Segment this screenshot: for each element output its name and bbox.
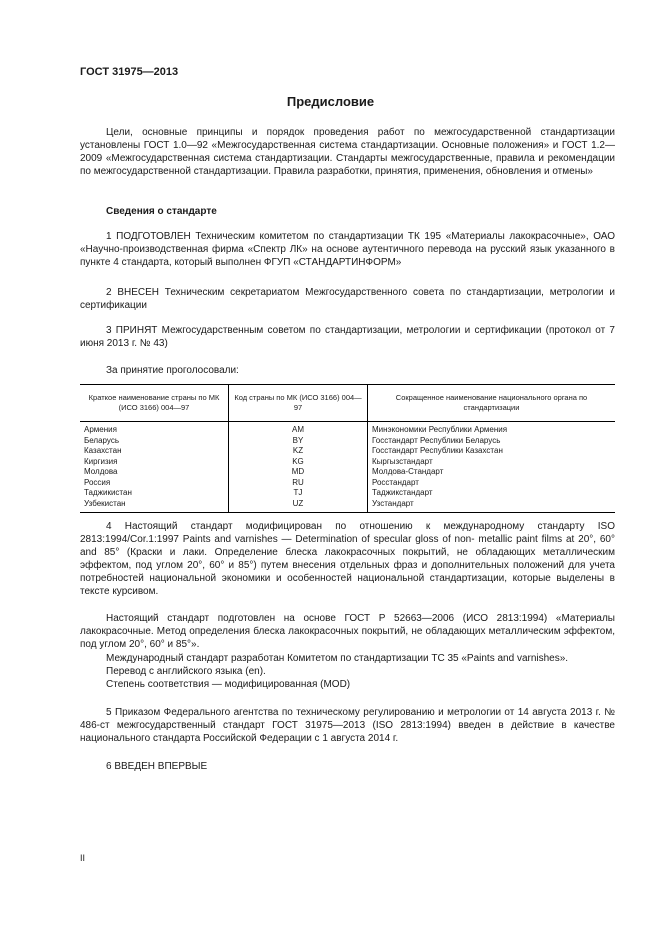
table-header-row: [80, 385, 615, 422]
item-2-paragraph: 2 ВНЕСЕН Техническим секретариатом Межгосударственного совета по стандартизации, метрологии и сертификации: [80, 287, 615, 311]
body-cell: Молдова-Стандарт: [372, 467, 444, 476]
item-4-basis-paragraph: Настоящий стандарт подготовлен на основе ГОСТ Р 52663—2006 (ИСО 2813:1994) «Материалы лакокрасочные. Метод определения блеска лакокрасочных покрытий, не обладающих металлическим эффектом, под углом 20°, 60° и 85°».: [80, 613, 615, 650]
code-cell: MD: [229, 467, 368, 478]
table-row: [80, 488, 615, 499]
table-header-country: Краткое наименование страны по МК (ИСО 3166) 004—97: [80, 385, 229, 422]
body-cell: Таджикстандарт: [372, 488, 433, 497]
item-6-paragraph: 6 ВВЕДЕН ВПЕРВЫЕ: [106, 761, 208, 772]
code-cell: UZ: [229, 499, 368, 513]
item-3-paragraph: 3 ПРИНЯТ Межгосударственным советом по стандартизации, метрологии и сертификации (протокол от 7 июня 2013 г. № 43): [80, 325, 615, 349]
page-number: II: [80, 853, 86, 863]
page-title: Предисловие: [286, 94, 375, 109]
table-row: [80, 436, 615, 447]
code-cell: KZ: [229, 446, 368, 457]
table-header-body: Сокращенное наименование национального органа по стандартизации: [368, 385, 616, 422]
body-cell: Кыргызстандарт: [372, 456, 433, 466]
country-cell: Россия: [80, 478, 229, 489]
country-cell: Молдова: [80, 467, 229, 478]
code-cell: AM: [229, 422, 368, 436]
country-cell: Армения: [80, 422, 229, 436]
item-4-paragraph: 4 Настоящий стандарт модифицирован по отношению к международному стандарту ISO 2813:1994/Cor.1:1997 Paints and varnishes — Determination of specular gloss of non- metallic paint films at 20°, 60° and 85° (Краски и лаки. Определение блеска лакокрасочных покрытий, не обладающих металлическим эффектом, под углом 20°, 60° и 85°) путем внесения отдельных фраз и дополнительных положений для учета потребностей национальной экономики и особенностей национальной стандартизации, которые выделены в тексте курсивом.: [80, 521, 615, 597]
table-header-code: Код страны по МК (ИСО 3166) 004—97: [229, 385, 368, 422]
body-cell: Госстандарт Республики Беларусь: [372, 435, 501, 445]
item-4-committee-line: Международный стандарт разработан Комитетом по стандартизации ТС 35 «Paints and varnishes».: [106, 653, 569, 664]
section-subtitle: Сведения о стандарте: [106, 206, 217, 217]
country-cell: Узбекистан: [80, 499, 229, 513]
vote-label: За принятие проголосовали:: [106, 365, 239, 376]
body-cell: Узстандарт: [372, 498, 414, 508]
country-cell: Киргизия: [80, 457, 229, 468]
code-cell: KG: [229, 457, 368, 468]
code-cell: BY: [229, 436, 368, 447]
table-row: [80, 422, 615, 436]
country-cell: Казахстан: [80, 446, 229, 457]
body-cell: Госстандарт Республики Казахстан: [372, 446, 503, 455]
item-5-paragraph: 5 Приказом Федерального агентства по техническому регулированию и метрологии от 14 августа 2013 г. № 486-ст межгосударственный стандарт ГОСТ 31975—2013 (ISO 2813:1994) введен в действие в качестве национального стандарта Российской Федерации с 1 августа 2014 г.: [80, 707, 615, 744]
document-id-header: ГОСТ 31975—2013: [80, 66, 179, 78]
item-4-conformity-line: Степень соответствия — модифицированная (MOD): [106, 679, 351, 690]
table-row: [80, 499, 615, 513]
code-cell: TJ: [229, 488, 368, 499]
country-cell: Беларусь: [80, 436, 229, 447]
table-row: [80, 457, 615, 468]
table-row: [80, 478, 615, 489]
item-1-paragraph: 1 ПОДГОТОВЛЕН Техническим комитетом по стандартизации ТК 195 «Материалы лакокрасочные», ОАО «Научно-производственная фирма «Спектр ЛК» на основе аутентичного перевода на русский язык указанного в пункте 4 стандарта, который выполнен ФГУП «СТАНДАРТИНФОРМ»: [80, 231, 615, 268]
body-cell: Росстандарт: [372, 477, 419, 487]
intro-paragraph: Цели, основные принципы и порядок проведения работ по межгосударственной стандартизации установлены ГОСТ 1.0—92 «Межгосударственная система стандартизации. Основные положения» и ГОСТ 1.2—2009 «Межгосударственная система стандартизации. Стандарты межгосударственные, правила и рекомендации по межгосударственной стандартизации. Правила разработки, принятия, применения, обновления и отмены»: [80, 127, 615, 177]
country-cell: Таджикистан: [80, 488, 229, 499]
table-row: [80, 467, 615, 478]
body-cell: Минэкономики Республики Армения: [372, 425, 508, 434]
voting-table: [80, 384, 615, 513]
table-row: [80, 446, 615, 457]
code-cell: RU: [229, 478, 368, 489]
item-4-translation-line: Перевод с английского языка (en).: [106, 666, 266, 677]
